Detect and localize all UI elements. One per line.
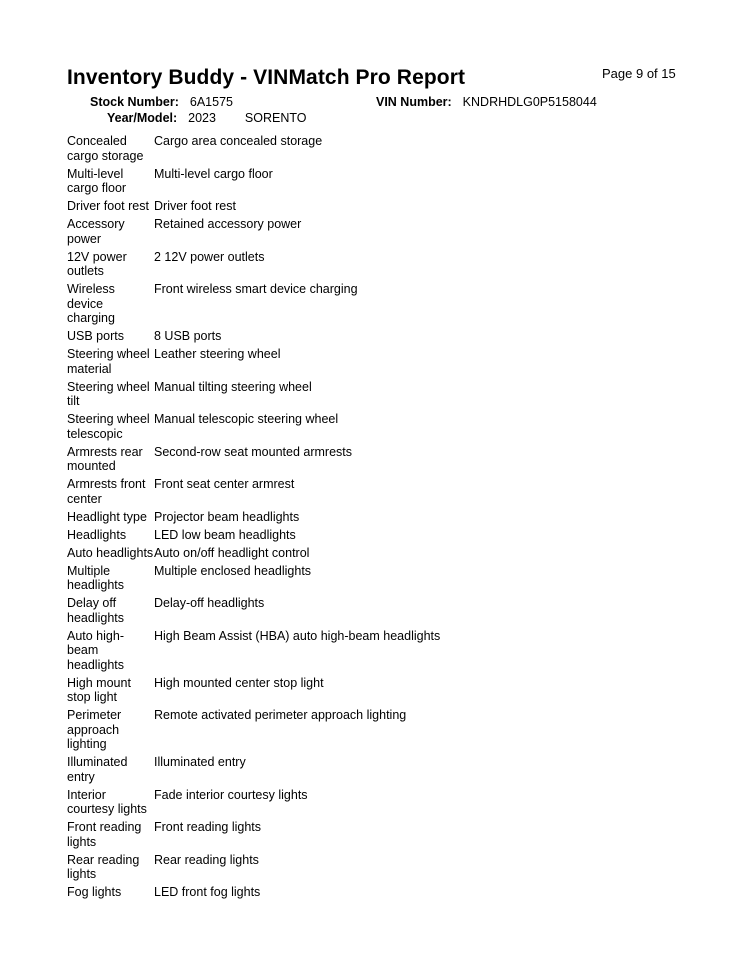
feature-value: Front reading lights (154, 820, 262, 834)
list-item (67, 250, 687, 279)
feature-label: Headlights (67, 527, 127, 542)
list-item (67, 676, 687, 705)
list-item (67, 629, 687, 673)
feature-value: LED front fog lights (154, 885, 261, 899)
feature-label: Multiple headlights (67, 563, 124, 592)
feature-label: Armrests rear mounted (67, 444, 143, 473)
feature-value: Delay-off headlights (154, 596, 265, 610)
list-item (67, 445, 687, 474)
list-item (67, 329, 687, 344)
feature-label: High mount stop light (67, 675, 131, 704)
feature-label: 12V power outlets (67, 249, 127, 278)
feature-label: Steering wheel material (67, 347, 150, 376)
feature-value: Multi-level cargo floor (154, 166, 273, 181)
list-item (67, 853, 687, 882)
vin-number-value: KNDRHDLG0P5158044 (462, 95, 597, 109)
feature-label: Accessory power (67, 217, 125, 246)
feature-label: Steering wheel telescopic (67, 412, 150, 441)
feature-label: Steering wheel tilt (67, 379, 150, 408)
feature-value: 8 USB ports (154, 329, 222, 343)
list-item (67, 788, 687, 817)
list-item (67, 564, 687, 593)
feature-label: Interior courtesy lights (67, 787, 147, 816)
list-item (67, 199, 687, 214)
feature-label: Concealed cargo storage (67, 134, 144, 163)
feature-value: Projector beam headlights (154, 509, 300, 524)
feature-label: Auto high-beam headlights (67, 628, 124, 672)
feature-value: Manual tilting steering wheel (154, 379, 312, 394)
feature-value: High mounted center stop light (154, 675, 324, 690)
feature-list (67, 134, 687, 903)
feature-value: Auto on/off headlight control (154, 545, 310, 560)
feature-label: Fog lights (67, 885, 122, 899)
feature-label: Driver foot rest (67, 199, 149, 213)
year-model-field (107, 111, 307, 125)
list-item (67, 596, 687, 625)
feature-value: LED low beam headlights (154, 527, 296, 542)
list-item (67, 820, 687, 849)
feature-value: High Beam Assist (HBA) auto high-beam headlights (154, 628, 441, 643)
report-title: Inventory Buddy - VINMatch Pro Report (67, 66, 466, 89)
feature-label: Front reading lights (67, 820, 142, 849)
list-item (67, 412, 687, 441)
page-number: Page 9 of 15 (602, 66, 676, 81)
feature-value: Second-row seat mounted armrests (154, 444, 353, 459)
stock-number-label: Stock Number: (90, 95, 179, 109)
feature-label: Illuminated entry (67, 755, 128, 784)
list-item (67, 755, 687, 784)
year-model-label: Year/Model: (107, 111, 178, 125)
feature-label: Multi-level cargo floor (67, 166, 127, 195)
feature-value: Driver foot rest (154, 199, 236, 213)
list-item (67, 217, 687, 246)
feature-value: Leather steering wheel (154, 347, 281, 361)
feature-label: Armrests front center (67, 477, 146, 506)
feature-label: Auto headlights (67, 545, 154, 560)
list-item (67, 167, 687, 196)
list-item (67, 708, 687, 752)
feature-value: Remote activated perimeter approach lighting (154, 708, 407, 722)
list-item (67, 546, 687, 561)
stock-number-value: 6A1575 (189, 95, 233, 109)
list-item (67, 134, 687, 163)
vin-number-label: VIN Number: (376, 95, 452, 109)
feature-value: Illuminated entry (154, 755, 246, 769)
feature-value: Fade interior courtesy lights (154, 787, 308, 802)
stock-number-field (90, 95, 233, 109)
model-value: SORENTO (244, 111, 307, 125)
feature-value: Manual telescopic steering wheel (154, 412, 339, 426)
list-item (67, 282, 687, 326)
list-item (67, 885, 687, 900)
feature-value: Rear reading lights (154, 852, 259, 867)
list-item (67, 477, 687, 506)
feature-label: Delay off headlights (67, 596, 124, 625)
feature-value: 2 12V power outlets (154, 249, 265, 264)
list-item (67, 528, 687, 543)
feature-label: Perimeter approach lighting (67, 708, 122, 751)
feature-value: Multiple enclosed headlights (154, 563, 312, 578)
list-item (67, 510, 687, 525)
feature-label: Headlight type (67, 509, 147, 524)
feature-value: Retained accessory power (154, 217, 302, 231)
list-item (67, 380, 687, 409)
feature-label: USB ports (67, 329, 124, 343)
feature-label: Wireless device charging (67, 282, 115, 325)
feature-value: Cargo area concealed storage (154, 134, 323, 148)
list-item (67, 347, 687, 376)
feature-value: Front wireless smart device charging (154, 282, 358, 296)
year-value: 2023 (188, 111, 216, 125)
vin-number-field (376, 95, 597, 109)
feature-value: Front seat center armrest (154, 477, 295, 491)
feature-label: Rear reading lights (67, 852, 140, 881)
